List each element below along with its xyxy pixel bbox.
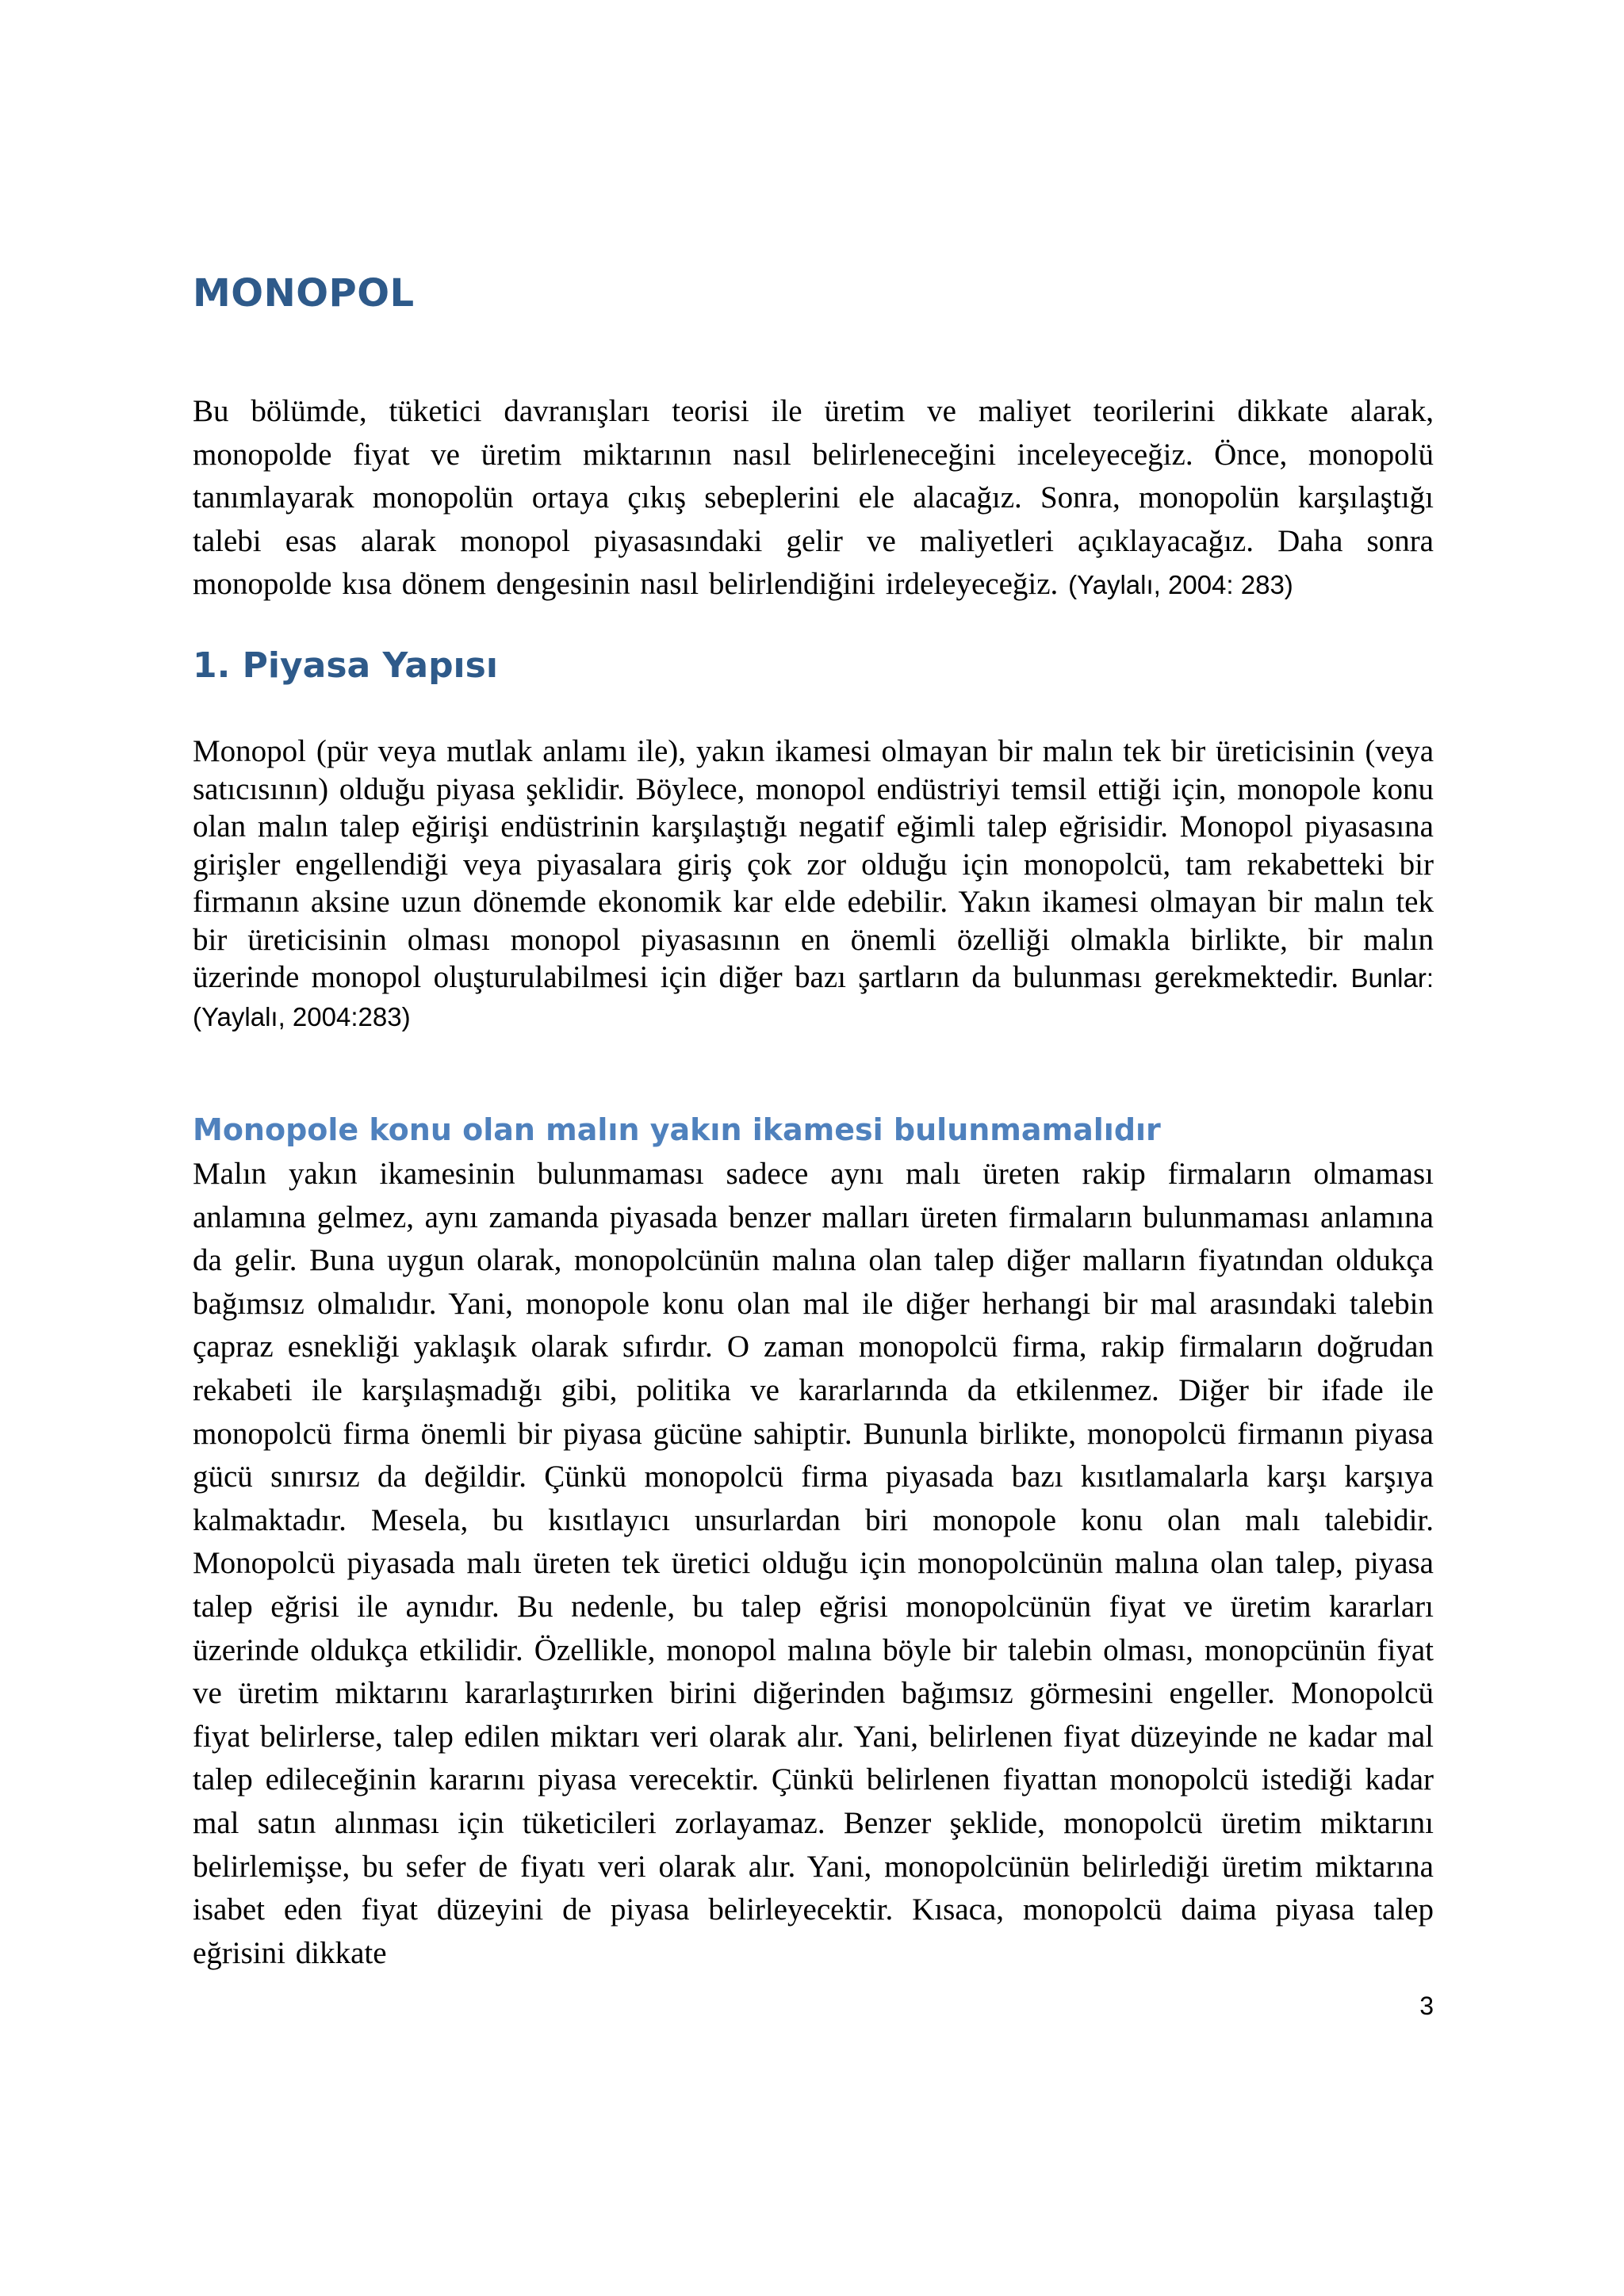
section-text: Monopol (pür veya mutlak anlamı ile), yakın ikamesi olmayan bir malın tek bir üreticisinin (veya satıcısının) olduğu piyasa şeklidir. Böylece, monopol endüstriyi temsil ettiği için, monopole konu olan malın talep eğirişi endüstrinin karşılaştığı negatif eğimli talep eğrisidir. Monopol piyasasına girişler engellendiği veya piyasalara giriş çok zor olduğu için monopolcü, tam rekabetteki bir firmanın aksine uzun dönemde ekonomik kar elde edebilir. Yakın ikamesi olmayan bir malın tek bir üreticisinin olması monopol piyasasının en önemli özelliği olmakla birlikte, bir malın üzerinde monopol oluşturulabilmesi için diğer bazı şartların da bulunması gerekmektedir. bbox=[193, 734, 1434, 994]
intro-paragraph bbox=[193, 390, 1434, 607]
document-title: MONOPOL bbox=[193, 271, 415, 316]
intro-text: Bu bölümde, tüketici davranışları teorisi ile üretim ve maliyet teorilerini dikkate alarak, monopolde fiyat ve üretim miktarının nasıl belirleneceğini inceleyeceğiz. Önce, monopolü tanımlayarak monopolün ortaya çıkış sebeplerini ele alacağız. Sonra, monopolün karşılaştığı talebi esas alarak monopol piyasasındaki gelir ve maliyetleri açıklayacağız. Daha sonra monopolde kısa dönem dengesinin nasıl belirlendiğini irdeleyeceğiz. bbox=[193, 394, 1434, 601]
intro-citation: (Yaylalı, 2004: 283) bbox=[1068, 570, 1293, 599]
subsection-heading: Monopole konu olan malın yakın ikamesi bulunmamalıdır bbox=[193, 1112, 1161, 1147]
section-heading-piyasa-yapisi: 1. Piyasa Yapısı bbox=[193, 645, 498, 686]
section-citation: Bunlar: (Yaylalı, 2004:283) bbox=[193, 963, 1434, 1031]
section-paragraph bbox=[193, 733, 1434, 1035]
subsection-paragraph: Malın yakın ikamesinin bulunmaması sadece aynı malı üreten rakip firmaların olmaması anlamına gelmez, aynı zamanda piyasada benzer malları üreten firmaların bulunmaması anlamına da gelir. Buna uygun olarak, monopolcünün malına olan talep diğer malların fiyatından oldukça bağımsız olmalıdır. Yani, monopole konu olan mal ile diğer herhangi bir mal arasındaki talebin çapraz esnekliği yaklaşık olarak sıfırdır. O zaman monopolcü firma, rakip firmaların doğrudan rekabeti ile karşılaşmadığı gibi, politika ve kararlarında da etkilenmez. Diğer bir ifade ile monopolcü firma önemli bir piyasa gücüne sahiptir. Bununla birlikte, monopolcü firmanın piyasa gücü sınırsız da değildir. Çünkü monopolcü firma piyasada bazı kısıtlamalarla karşı karşıya kalmaktadır. Mesela, bu kısıtlayıcı unsurlardan biri monopole konu olan malı talebidir. Monopolcü piyasada malı üreten tek üretici olduğu için monopolcünün malına olan talep, piyasa talep eğrisi ile aynıdır. Bu nedenle, bu talep eğrisi monopolcünün fiyat ve üretim kararları üzerinde oldukça etkilidir. Özellikle, monopol malına böyle bir talebin olması, monopcünün fiyat ve üretim miktarını kararlaştırırken birini diğerinden bağımsız görmesini engeller. Monopolcü fiyat belirlerse, talep edilen miktarı veri olarak alır. Yani, belirlenen fiyat düzeyinde ne kadar mal talep edileceğinin kararını piyasa verecektir. Çünkü belirlenen fiyattan monopolcü istediği kadar mal satın alınması için tüketicileri zorlayamaz. Benzer şeklide, monopolcü üretim miktarını belirlemişse, bu sefer de fiyatı veri olarak alır. Yani, monopolcünün belirlediği üretim miktarına isabet eden fiyat düzeyini de piyasa belirleyecektir. Kısaca, monopolcü daima piyasa talep eğrisini dikkate bbox=[193, 1157, 1434, 1970]
page-number: 3 bbox=[1419, 1992, 1434, 2020]
